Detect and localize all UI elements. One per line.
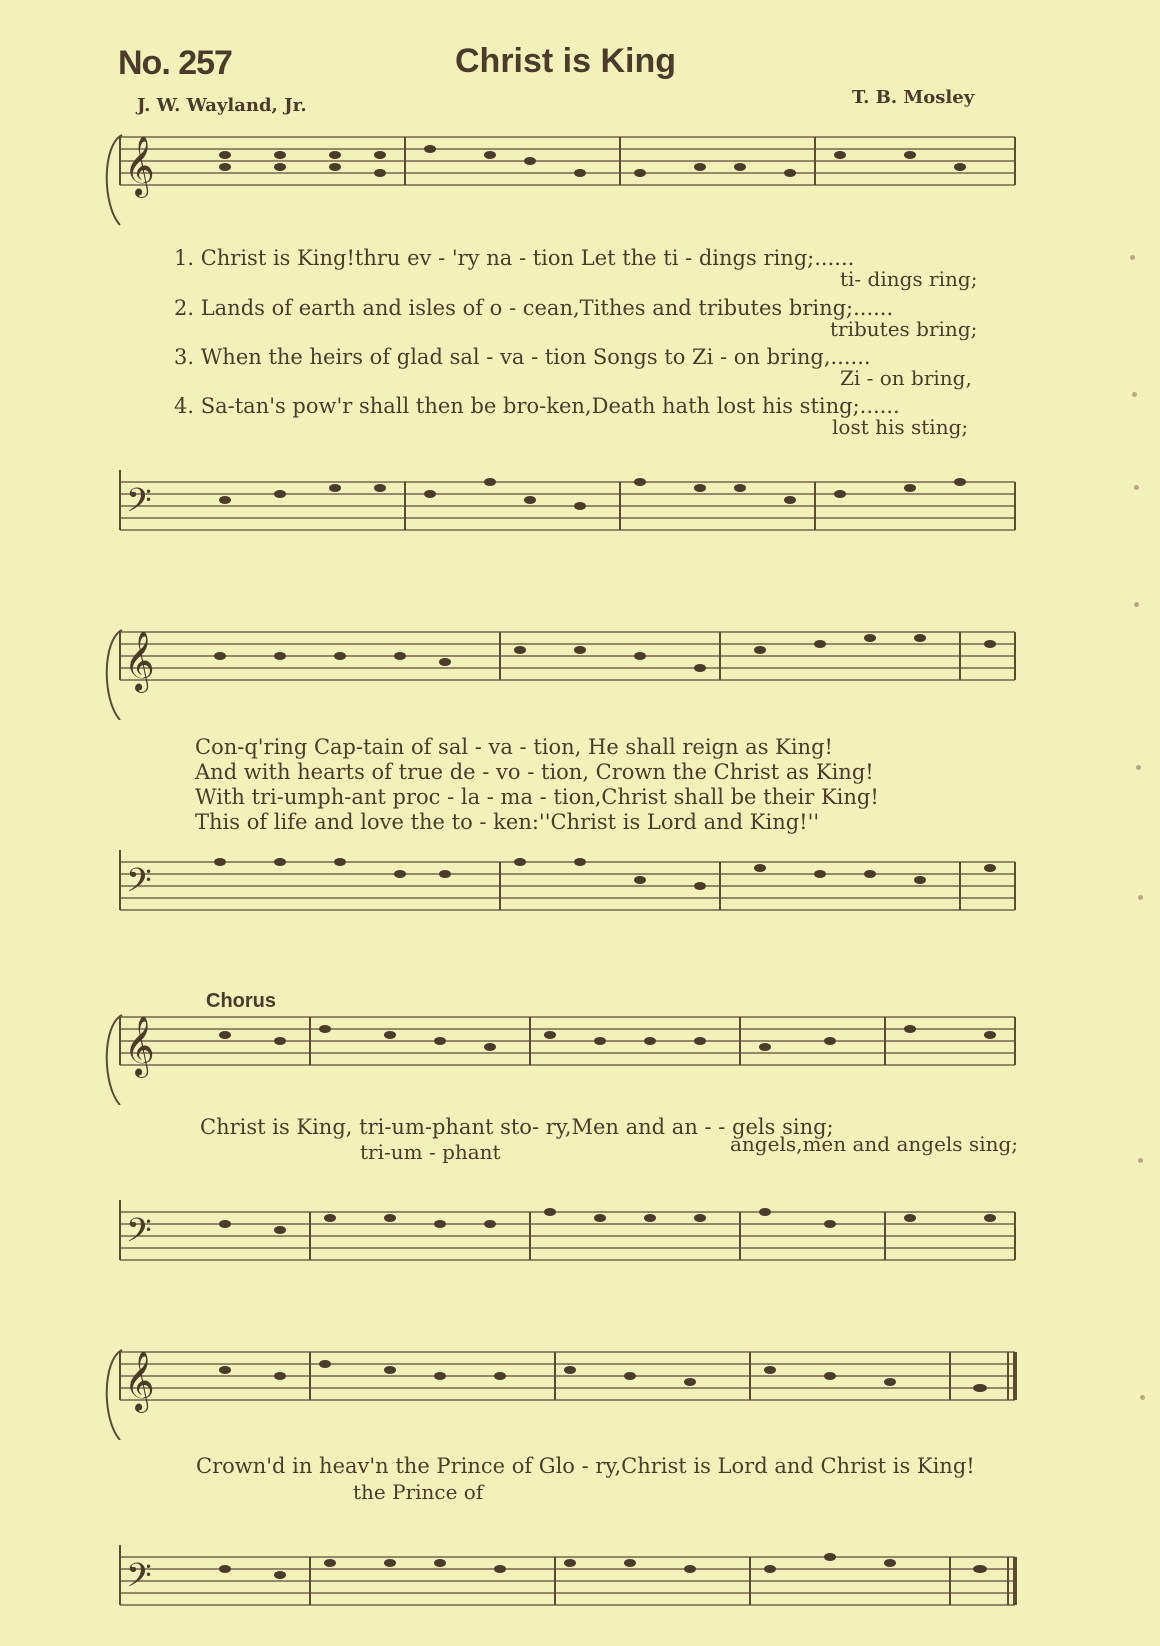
chorus-line-1-echo: angels,men and angels sing; [730,1132,1019,1156]
svg-text:𝄢: 𝄢 [126,1212,152,1258]
refrain-line-1: Con-q'ring Cap-tain of sal - va - tion, He shall reign as King! [195,735,833,759]
system-2-bass-staff [100,850,1020,950]
verse-1: 1. Christ is King!thru ev - 'ry na - tion Let the ti - dings ring;...... [174,246,855,270]
chorus-line-2: Crown'd in heav'n the Prince of Glo - ry,Christ is Lord and Christ is King! [196,1454,975,1478]
system-1-treble-staff [100,125,1020,245]
verse-2-echo: tributes bring; [830,317,978,341]
hymn-title: Christ is King [455,42,677,80]
refrain-line-4: This of life and love the to - ken:''Christ is Lord and King!'' [195,810,820,834]
verse-4: 4. Sa-tan's pow'r shall then be bro-ken,Death hath lost his sting;...... [174,394,900,418]
edge-speck [1136,765,1141,770]
edge-speck [1138,895,1143,900]
poet-credit: J. W. Wayland, Jr. [137,95,307,116]
composer-credit: T. B. Mosley [852,87,975,108]
verse-4-echo: lost his sting; [832,415,969,439]
chorus-line-1-alto: tri-um - phant [360,1140,501,1164]
edge-speck [1134,602,1139,607]
chorus-line-1: Christ is King, tri-um-phant sto- ry,Men and an - - gels sing; [200,1115,834,1139]
refrain-line-2: And with hearts of true de - vo - tion, Crown the Christ as King! [195,760,874,784]
svg-text:𝄞: 𝄞 [124,1351,155,1411]
svg-text:𝄢: 𝄢 [126,482,152,528]
system-1-bass-staff [100,470,1020,580]
verse-1-echo: ti- dings ring; [840,267,978,291]
svg-text:𝄞: 𝄞 [124,136,155,196]
edge-speck [1132,392,1137,397]
chorus-label: Chorus [206,990,276,1012]
chorus-line-2-alto: the Prince of [353,1480,484,1504]
verse-3: 3. When the heirs of glad sal - va - tion Songs to Zi - on bring,...... [174,345,871,369]
verse-3-echo: Zi - on bring, [840,366,972,390]
svg-text:𝄢: 𝄢 [126,862,152,908]
chorus-2-treble-staff [100,1340,1020,1440]
verse-2: 2. Lands of earth and isles of o - cean,Tithes and tributes bring;...... [174,296,894,320]
chorus-1-treble-staff [100,1005,1020,1105]
edge-speck [1140,1395,1145,1400]
hymn-number: No. 257 [118,44,232,82]
system-2-treble-staff [100,620,1020,720]
chorus-2-bass-staff [100,1545,1020,1635]
chorus-1-bass-staff [100,1200,1020,1300]
svg-text:𝄢: 𝄢 [126,1557,152,1603]
svg-text:𝄞: 𝄞 [124,631,155,691]
svg-text:𝄞: 𝄞 [124,1016,155,1076]
refrain-line-3: With tri-umph-ant proc - la - ma - tion,Christ shall be their King! [195,785,879,809]
edge-speck [1134,485,1139,490]
edge-speck [1130,255,1135,260]
edge-speck [1138,1158,1143,1163]
